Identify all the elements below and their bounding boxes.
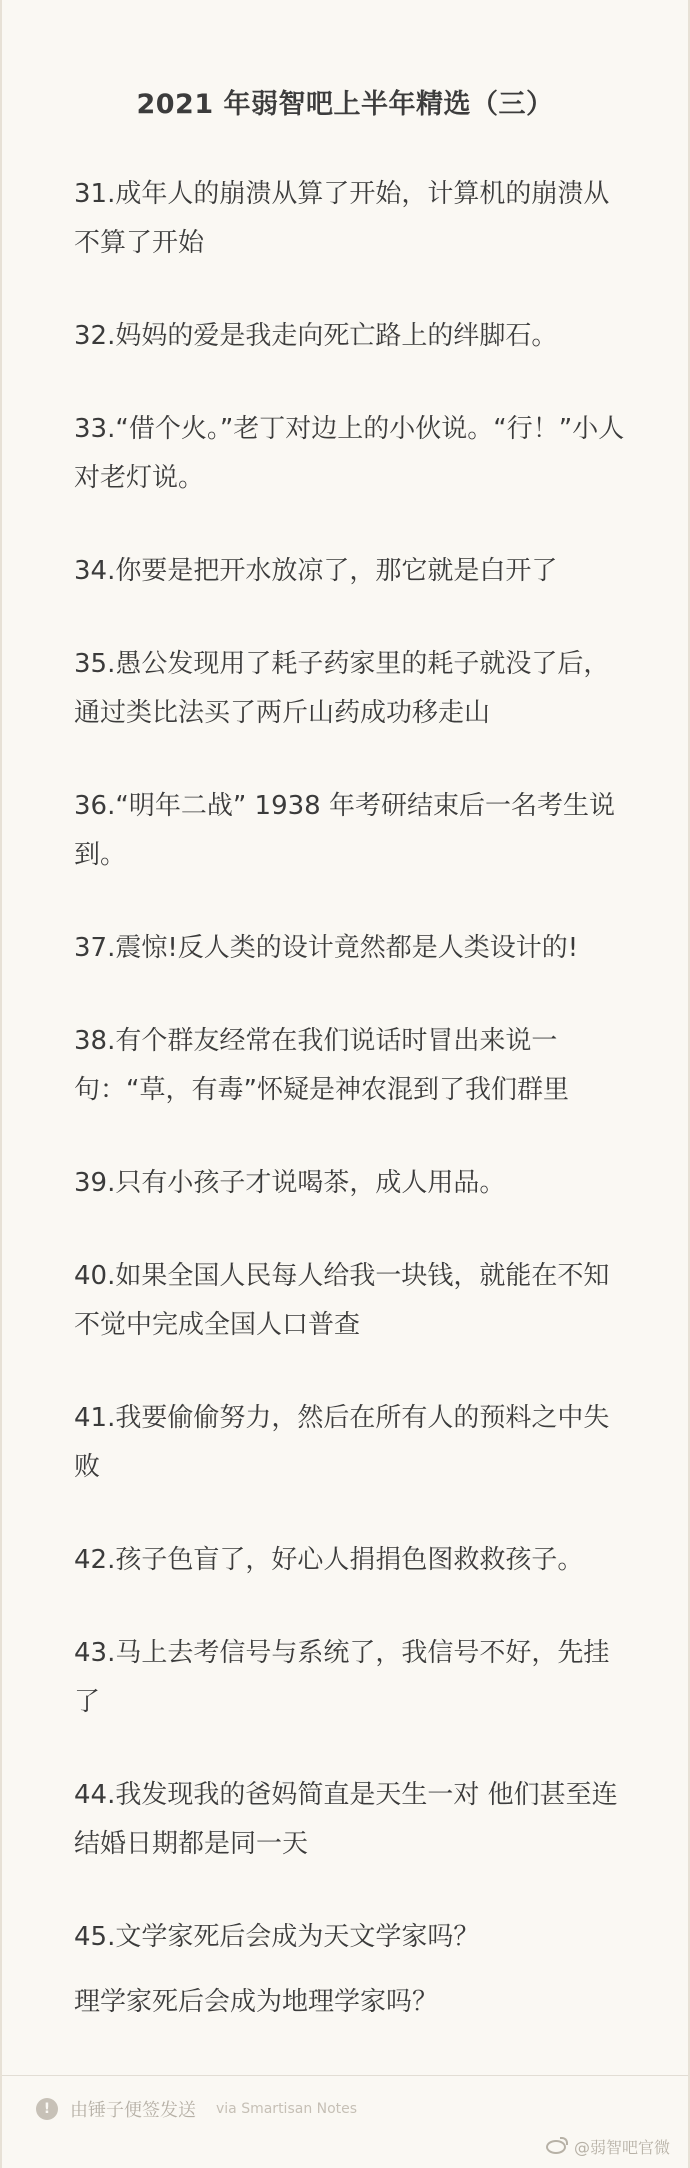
list-item: 43.马上去考信号与系统了，我信号不好，先挂了	[74, 1638, 610, 1717]
watermark	[546, 2135, 670, 2158]
list-item: 34.你要是把开水放凉了，那它就是白开了	[74, 556, 558, 586]
list-item: 36.“明年二战” 1938 年考研结束后一名考生说到。	[74, 791, 615, 870]
footer-divider	[2, 2075, 688, 2076]
list-item: 31.成年人的崩溃从算了开始，计算机的崩溃从不算了开始	[74, 179, 610, 258]
list-item: 理学家死后会成为地理学家吗？	[74, 1987, 439, 2017]
list-item: 42.孩子色盲了，好心人捐捐色图救救孩子。	[74, 1545, 584, 1575]
list-item: 35.愚公发现用了耗子药家里的耗子就没了后，通过类比法买了两斤山药成功移走山	[74, 649, 610, 728]
list-item: 33.“借个火。”老丁对边上的小伙说。“行！”小人对老灯说。	[74, 414, 625, 493]
watermark-text: @弱智吧官微	[573, 2138, 670, 2157]
footer-subtext: via Smartisan Notes	[216, 2101, 358, 2117]
page-title: 2021 年弱智吧上半年精选（三）	[136, 89, 554, 120]
list-item: 40.如果全国人民每人给我一块钱，就能在不知不觉中完成全国人口普查	[74, 1261, 610, 1340]
list-item: 45.文学家死后会成为天文学家吗？	[74, 1922, 480, 1952]
list-item: 38.有个群友经常在我们说话时冒出来说一句：“草，有毒”怀疑是神农混到了我们群里	[74, 1026, 569, 1105]
list-item: 32.妈妈的爱是我走向死亡路上的绊脚石。	[74, 321, 558, 351]
list-item: 39.只有小孩子才说喝茶，成人用品。	[74, 1168, 506, 1198]
weibo-icon	[546, 2140, 566, 2154]
footer-text: 由锤子便签发送	[70, 2100, 196, 2121]
notes-list	[74, 170, 634, 2071]
footer	[36, 2096, 357, 2122]
list-item: 37.震惊!反人类的设计竟然都是人类设计的!	[74, 933, 579, 963]
list-item: 41.我要偷偷努力，然后在所有人的预料之中失败	[74, 1403, 610, 1482]
list-item: 44.我发现我的爸妈简直是天生一对 他们甚至连结婚日期都是同一天	[74, 1780, 618, 1859]
info-icon: !	[36, 2098, 58, 2120]
